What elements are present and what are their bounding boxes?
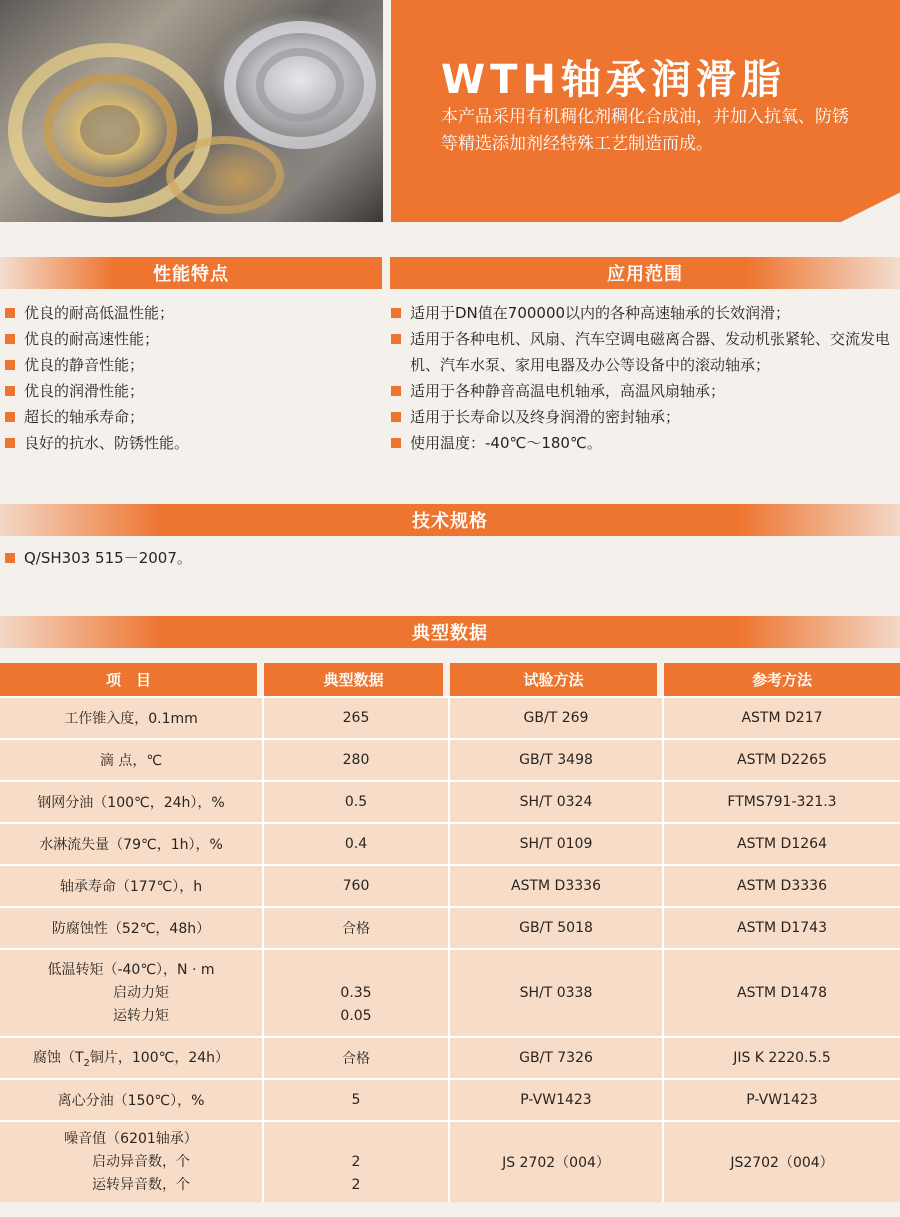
row-item-main: 噪音值（6201轴承） <box>64 1130 198 1147</box>
list-item: 超长的轴承寿命； <box>0 404 382 430</box>
bullet-square-icon <box>5 438 15 448</box>
bullet-square-icon <box>391 438 401 448</box>
list-item: 优良的耐高低温性能； <box>0 300 382 326</box>
table-row <box>0 864 900 906</box>
typical-data-table <box>0 663 900 1202</box>
row-ref-method: ASTM D217 <box>741 710 823 726</box>
row-value-2: 2 <box>351 1176 361 1193</box>
list-item: 适用于长寿命以及终身润滑的密封轴承； <box>386 404 898 430</box>
row-item: 钢网分油（100℃，24h），% <box>0 782 264 822</box>
row-ref-method: ASTM D3336 <box>737 878 827 894</box>
table-row <box>0 738 900 780</box>
row-item <box>0 950 264 1036</box>
row-ref-method: JIS K 2220.5.5 <box>733 1050 831 1066</box>
row-ref-method: ASTM D1743 <box>737 920 827 936</box>
bearing-illustration <box>0 0 383 222</box>
row-value: 0.4 <box>264 824 450 864</box>
row-item: 工作锥入度，0.1mm <box>0 698 264 738</box>
features-list <box>0 300 382 456</box>
table-row <box>0 780 900 822</box>
row-item-sub: 启动异音数，个 <box>92 1153 190 1170</box>
row-item: 防腐蚀性（52℃，48h） <box>0 908 264 948</box>
row-item: 水淋流失量（79℃，1h），% <box>0 824 264 864</box>
row-test-method: SH/T 0324 <box>450 782 664 822</box>
bullet-square-icon <box>5 308 15 318</box>
row-test-method: ASTM D3336 <box>450 866 664 906</box>
row-test-method: P-VW1423 <box>450 1080 664 1120</box>
row-item-sub: 运转力矩 <box>113 1007 169 1024</box>
spec-heading: 技术规格 <box>0 504 900 536</box>
row-ref-method: ASTM D2265 <box>737 752 827 768</box>
table-row <box>0 1078 900 1120</box>
list-item: 优良的耐高速性能； <box>0 326 382 352</box>
list-item: 适用于DN值在700000以内的各种高速轴承的长效润滑； <box>386 300 898 326</box>
row-item: 腐蚀（$T_2$铜片，100℃，24h） <box>0 1038 264 1078</box>
row-ref-method: ASTM D1478 <box>737 985 827 1001</box>
row-value-2: 0.05 <box>340 1007 372 1024</box>
bullet-square-icon <box>391 308 401 318</box>
row-test-method: SH/T 0338 <box>450 950 664 1036</box>
row-ref-method: JS2702（004） <box>730 1155 834 1171</box>
row-item-main: 低温转矩（-40℃），N · m <box>47 961 215 978</box>
row-ref-method: FTMS791-321.3 <box>727 794 837 810</box>
product-intro: 本产品采用有机稠化剂稠化合成油，并加入抗氧、防锈等精选添加剂经特殊工艺制造而成。 <box>441 107 849 154</box>
bullet-square-icon <box>5 553 15 563</box>
row-test-method: JS 2702（004） <box>450 1122 664 1202</box>
list-item: 适用于各种电机、风扇、汽车空调电磁离合器、发动机张紧轮、交流发电机、汽车水泵、家用电器及办公等设备中的滚动轴承； <box>386 326 898 378</box>
bullet-square-icon <box>5 360 15 370</box>
row-value <box>264 1122 450 1202</box>
spec-list <box>0 545 900 571</box>
row-value: 0.5 <box>264 782 450 822</box>
bullet-square-icon <box>5 412 15 422</box>
row-value: 合格 <box>264 908 450 948</box>
row-test-method: SH/T 0109 <box>450 824 664 864</box>
row-value-1: 2 <box>351 1153 361 1170</box>
list-item: Q/SH303 515－2007。 <box>0 545 900 571</box>
row-value: 5 <box>264 1080 450 1120</box>
applications-heading: 应用范围 <box>390 257 900 289</box>
bullet-square-icon <box>391 334 401 344</box>
row-item-sub: 启动力矩 <box>113 984 169 1001</box>
list-item: 优良的静音性能； <box>0 352 382 378</box>
features-heading: 性能特点 <box>0 257 382 289</box>
bullet-square-icon <box>391 386 401 396</box>
row-value: 280 <box>264 740 450 780</box>
row-test-method: GB/T 5018 <box>450 908 664 948</box>
row-value: 265 <box>264 698 450 738</box>
row-ref-method: P-VW1423 <box>746 1092 818 1108</box>
bullet-square-icon <box>5 334 15 344</box>
list-item: 优良的润滑性能； <box>0 378 382 404</box>
row-ref-method: ASTM D1264 <box>737 836 827 852</box>
row-value-1: 0.35 <box>340 984 372 1001</box>
list-item: 良好的抗水、防锈性能。 <box>0 430 382 456</box>
row-test-method: GB/T 3498 <box>450 740 664 780</box>
table-row <box>0 696 900 738</box>
bearing-photo <box>0 0 383 222</box>
row-test-method: GB/T 269 <box>450 698 664 738</box>
table-row <box>0 1120 900 1202</box>
row-value: 760 <box>264 866 450 906</box>
table-row <box>0 1036 900 1078</box>
bullet-square-icon <box>5 386 15 396</box>
table-row <box>0 906 900 948</box>
table-row <box>0 948 900 1036</box>
column-header-test: 试验方法 <box>450 663 664 696</box>
list-item: 使用温度：-40℃～180℃。 <box>386 430 898 456</box>
row-item-sub: 运转异音数，个 <box>92 1176 190 1193</box>
row-item: 离心分油（150℃），% <box>0 1080 264 1120</box>
row-item: 滴 点，℃ <box>0 740 264 780</box>
row-item: 轴承寿命（177℃），h <box>0 866 264 906</box>
product-title: WTH轴承润滑脂 <box>441 57 786 103</box>
list-item: 适用于各种静音高温电机轴承，高温风扇轴承； <box>386 378 898 404</box>
column-header-value: 典型数据 <box>264 663 450 696</box>
column-header-item: 项 目 <box>0 663 264 696</box>
table-row <box>0 822 900 864</box>
row-value: 合格 <box>264 1038 450 1078</box>
row-value <box>264 950 450 1036</box>
bullet-square-icon <box>391 412 401 422</box>
applications-list <box>386 300 898 456</box>
typical-heading: 典型数据 <box>0 616 900 648</box>
column-header-ref: 参考方法 <box>751 671 812 689</box>
row-item <box>0 1122 264 1202</box>
row-test-method: GB/T 7326 <box>450 1038 664 1078</box>
table-header <box>0 663 900 696</box>
